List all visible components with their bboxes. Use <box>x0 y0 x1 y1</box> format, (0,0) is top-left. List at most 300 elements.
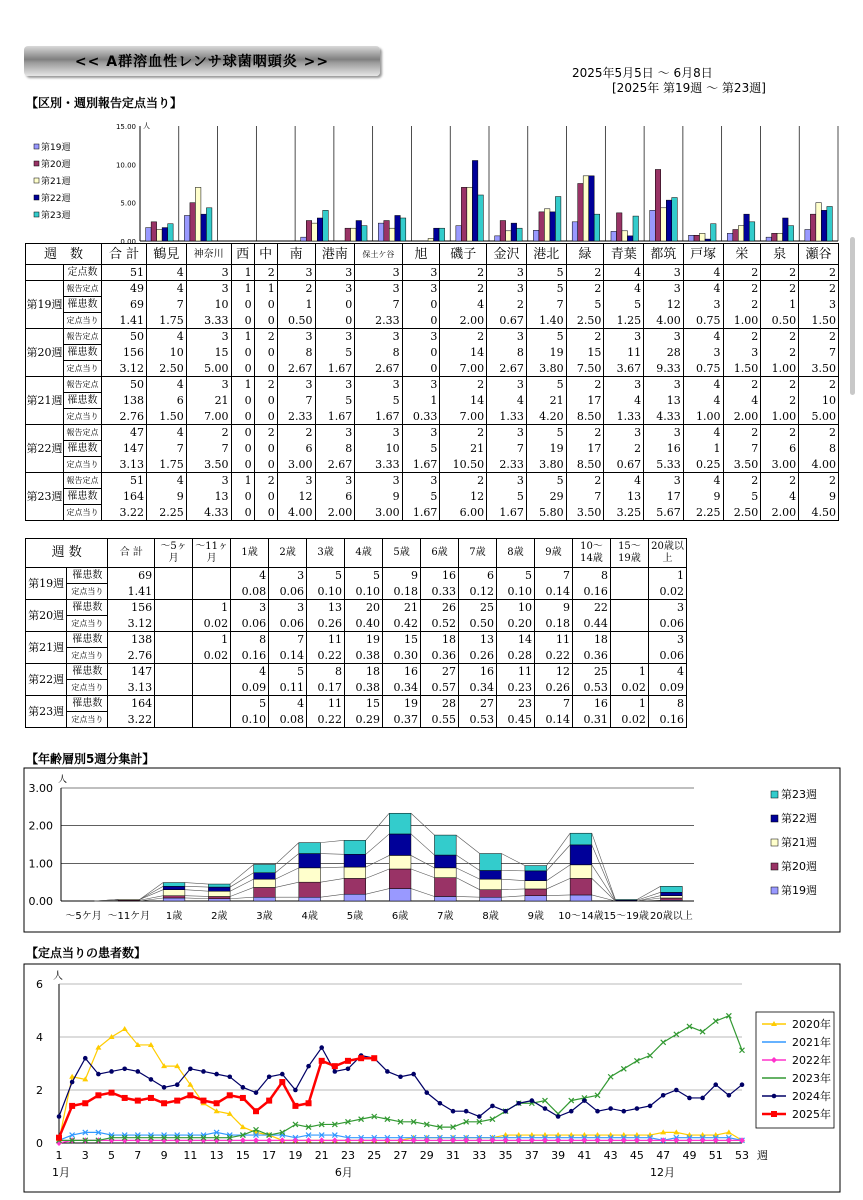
stack-connector <box>547 833 571 865</box>
table-cell: 10.50 <box>440 457 487 473</box>
table-cell: 10 <box>147 345 187 361</box>
table-cell: 0 <box>231 505 254 521</box>
table-cell: 9 <box>534 600 572 616</box>
bar <box>478 195 484 241</box>
x-tick-label: 53 <box>735 1149 749 1162</box>
row-label: 定点当り <box>64 313 102 329</box>
bar <box>594 214 600 241</box>
header-cell: 緑 <box>566 244 604 265</box>
stack-connector <box>321 894 345 897</box>
table-cell: 0.20 <box>496 616 534 632</box>
table-cell: 0.53 <box>572 680 610 696</box>
header-cell: 港南 <box>315 244 355 265</box>
x-tick-label: 13 <box>209 1149 224 1162</box>
table-cell: 3 <box>402 377 440 393</box>
table-cell: 0 <box>315 313 355 329</box>
table-cell: 2 <box>566 425 604 441</box>
table-cell: 11 <box>307 696 345 712</box>
section-district-title: 【区別・週別報告定点当り】 <box>26 96 183 110</box>
data-point <box>674 1032 679 1037</box>
table-cell: 50 <box>102 377 147 393</box>
legend-swatch <box>34 195 39 200</box>
table-cell: 11 <box>307 632 345 648</box>
y-tick-label: 4 <box>36 1031 43 1044</box>
bar <box>711 224 717 241</box>
table-cell: 3.22 <box>102 505 147 521</box>
table-cell: 4 <box>604 281 644 297</box>
table-cell: 47 <box>102 425 147 441</box>
data-point <box>530 1098 535 1103</box>
table-cell: 28 <box>421 696 459 712</box>
table-cell: 2 <box>723 473 761 489</box>
table-cell: 3 <box>315 425 355 441</box>
header-cell: 2歳 <box>269 539 307 568</box>
table-cell: 1.41 <box>102 313 147 329</box>
data-point <box>174 1098 180 1104</box>
legend-label: 2023年 <box>792 1072 831 1085</box>
stacked-bar-segment <box>208 884 230 887</box>
stacked-bar-segment <box>480 854 502 871</box>
table-cell: 5 <box>496 568 534 584</box>
table-cell: 69 <box>108 568 155 584</box>
bar <box>533 230 539 241</box>
stacked-bar-segment <box>163 886 185 889</box>
data-point <box>438 1101 443 1106</box>
stacked-bar-segment <box>299 897 321 901</box>
table-cell: 4 <box>147 377 187 393</box>
x-tick-label: 19 <box>288 1149 303 1162</box>
data-point <box>109 1090 115 1096</box>
table-cell: 1.50 <box>723 361 761 377</box>
table-cell: 5 <box>487 489 527 505</box>
chart-frame <box>24 768 840 932</box>
data-point <box>740 1048 745 1053</box>
stacked-bar-segment <box>434 868 456 878</box>
stack-connector <box>321 878 345 882</box>
data-point <box>608 1106 613 1111</box>
table-cell: 10 <box>186 297 231 313</box>
table-cell: 1.00 <box>723 313 761 329</box>
age-weekly-table <box>25 538 687 728</box>
table-cell: 19 <box>383 696 421 712</box>
table-cell <box>610 648 648 664</box>
x-tick-label: 15 <box>235 1149 250 1162</box>
stack-connector <box>456 896 480 897</box>
table-cell: 4 <box>604 473 644 489</box>
data-point <box>148 1095 154 1101</box>
x-tick-label: 7歳 <box>437 911 454 922</box>
week-label: 第20週 <box>26 329 64 377</box>
table-cell: 8 <box>487 345 527 361</box>
table-cell: 4 <box>683 281 723 297</box>
stack-connector <box>366 813 390 840</box>
table-cell: 1.50 <box>799 313 839 329</box>
table-cell <box>193 712 231 728</box>
row-label: 定点当り <box>64 409 102 425</box>
stacked-bar-segment <box>344 894 366 901</box>
bar <box>550 212 556 241</box>
y-tick-label: 0.00 <box>120 238 136 245</box>
data-point <box>175 1082 180 1087</box>
table-cell: 3 <box>186 265 231 281</box>
x-tick-label: 43 <box>603 1149 618 1162</box>
bar <box>384 221 390 241</box>
table-cell: 0.45 <box>496 712 534 728</box>
legend-label: 2022年 <box>792 1054 831 1067</box>
table-cell: 0.22 <box>307 712 345 728</box>
bar <box>555 197 561 241</box>
table-cell: 4 <box>761 489 799 505</box>
table-cell: 3.50 <box>799 361 839 377</box>
table-cell <box>193 680 231 696</box>
table-cell: 1.00 <box>761 409 799 425</box>
table-cell: 2 <box>254 329 277 345</box>
header-cell: 7歳 <box>459 539 497 568</box>
table-cell: 5 <box>526 425 566 441</box>
table-cell: 1.67 <box>487 505 527 521</box>
bar <box>544 209 550 241</box>
stacked-bar-segment <box>254 887 276 897</box>
legend-swatch <box>34 161 39 166</box>
row-label: 定点当り <box>67 680 108 696</box>
row-label: 定点当り <box>67 584 108 600</box>
stack-connector <box>366 834 390 854</box>
table-cell: 18 <box>421 632 459 648</box>
stacked-bar-segment <box>254 873 276 879</box>
data-point <box>727 1093 732 1098</box>
table-cell: 4 <box>147 281 187 297</box>
x-tick-label: 51 <box>708 1149 723 1162</box>
data-point <box>227 1092 233 1098</box>
table-cell: 9 <box>683 489 723 505</box>
table-cell: 9 <box>383 568 421 584</box>
header-cell: 15～19歳 <box>610 539 648 568</box>
x-tick-label: 39 <box>551 1149 566 1162</box>
row-label: 報告定点 <box>64 281 102 297</box>
x-tick-label: 17 <box>262 1149 277 1162</box>
table-cell: 50 <box>102 329 147 345</box>
month-label: 6月 <box>334 1166 353 1179</box>
bar <box>772 233 778 241</box>
table-cell: 2 <box>440 265 487 281</box>
table-cell: 4.00 <box>799 457 839 473</box>
bar <box>616 213 622 241</box>
table-cell: 9 <box>799 489 839 505</box>
bar <box>816 203 822 241</box>
legend-swatch <box>771 863 778 870</box>
table-cell: 2 <box>604 441 644 457</box>
table-cell: 22 <box>572 600 610 616</box>
bar <box>467 187 473 241</box>
x-tick-label: 1 <box>55 1149 63 1162</box>
table-cell <box>610 600 648 616</box>
header-cell: 合 計 <box>102 244 147 265</box>
table-cell: 3 <box>648 600 686 616</box>
table-cell: 2 <box>254 377 277 393</box>
table-cell: 0.40 <box>345 616 383 632</box>
header-cell: 神奈川 <box>186 244 231 265</box>
table-cell: 0.36 <box>421 648 459 664</box>
table-cell: 0.16 <box>572 584 610 600</box>
table-cell: 0.29 <box>345 712 383 728</box>
data-point <box>687 1096 692 1101</box>
table-cell: 1.00 <box>683 409 723 425</box>
row-label: 罹患数 <box>67 664 108 680</box>
legend-label: 2025年 <box>792 1108 831 1121</box>
table-cell: 0 <box>254 393 277 409</box>
bar <box>733 230 739 242</box>
table-cell: 3 <box>315 265 355 281</box>
bar <box>633 216 639 241</box>
stacked-bar-segment <box>254 879 276 887</box>
data-point <box>292 1103 298 1109</box>
header-cell: 磯子 <box>440 244 487 265</box>
week-label: 第21週 <box>26 377 64 425</box>
table-cell: 0.10 <box>231 712 269 728</box>
data-point <box>279 1079 285 1085</box>
data-point <box>187 1092 193 1098</box>
table-cell: 0 <box>254 441 277 457</box>
table-cell: 3.50 <box>566 505 604 521</box>
stack-connector <box>501 879 525 881</box>
table-cell: 3 <box>644 377 684 393</box>
x-tick-label: 20歳以上 <box>650 911 693 922</box>
data-point <box>109 1069 114 1074</box>
table-cell: 7 <box>355 297 402 313</box>
table-cell: 2 <box>799 329 839 345</box>
table-cell: 1.41 <box>108 584 155 600</box>
table-cell: 4 <box>269 696 307 712</box>
table-cell <box>193 696 231 712</box>
table-cell: 2 <box>761 473 799 489</box>
table-cell: 0.06 <box>648 648 686 664</box>
table-cell: 0.08 <box>269 712 307 728</box>
table-cell: 2.67 <box>315 457 355 473</box>
stacked-bar-segment <box>434 855 456 868</box>
data-point <box>122 1067 127 1072</box>
data-point <box>188 1067 193 1072</box>
week-label: 第22週 <box>26 425 64 473</box>
table-cell: 3 <box>402 473 440 489</box>
bar <box>810 214 816 241</box>
table-cell: 138 <box>102 393 147 409</box>
data-point <box>56 1135 62 1141</box>
bar <box>583 176 589 241</box>
row-label: 定点当り <box>67 648 108 664</box>
x-tick-label: 35 <box>498 1149 513 1162</box>
legend-swatch <box>34 144 39 149</box>
table-cell: 3 <box>604 425 644 441</box>
table-cell: 156 <box>102 345 147 361</box>
bar <box>661 208 667 241</box>
stack-connector <box>501 896 525 898</box>
table-cell: 8 <box>231 632 269 648</box>
table-cell: 2 <box>566 281 604 297</box>
table-cell: 21 <box>526 393 566 409</box>
table-cell: 0.50 <box>761 313 799 329</box>
data-point <box>543 1106 548 1111</box>
week-range: [2025年 第19週 ～ 第23週] <box>612 81 766 95</box>
data-point <box>214 1100 220 1106</box>
data-point <box>503 1109 508 1114</box>
stacked-bar-segment <box>434 896 456 901</box>
row-label: 報告定点 <box>64 377 102 393</box>
y-tick-label: 10.00 <box>115 161 136 170</box>
stack-connector <box>321 840 345 842</box>
table-cell: 4 <box>683 393 723 409</box>
table-cell: 4 <box>440 297 487 313</box>
legend-label: 2024年 <box>792 1090 831 1103</box>
data-point <box>726 1129 732 1134</box>
table-cell: 11 <box>496 664 534 680</box>
data-point <box>266 1098 272 1104</box>
table-cell: 3 <box>355 265 402 281</box>
table-cell: 2.67 <box>277 361 315 377</box>
table-cell: 3 <box>648 632 686 648</box>
table-cell: 3.13 <box>108 680 155 696</box>
yearly-line-chart <box>0 962 863 1194</box>
header-cell: 西 <box>231 244 254 265</box>
district-weekly-table <box>25 243 839 521</box>
data-point <box>477 1114 482 1119</box>
table-cell: 3 <box>186 473 231 489</box>
x-tick-label: 5 <box>108 1149 116 1162</box>
row-label: 定点当り <box>64 361 102 377</box>
table-cell: 0 <box>231 425 254 441</box>
table-cell: 25 <box>572 664 610 680</box>
table-cell: 51 <box>102 265 147 281</box>
table-cell: 1.67 <box>355 409 402 425</box>
table-cell: 0 <box>254 489 277 505</box>
header-cell: 栄 <box>723 244 761 265</box>
table-cell: 3.50 <box>186 457 231 473</box>
header-cell: 保土ケ谷 <box>355 244 402 265</box>
header-cell: 20歳以上 <box>648 539 686 568</box>
stack-connector <box>411 869 435 878</box>
table-cell: 3 <box>269 600 307 616</box>
table-cell: 2.00 <box>723 409 761 425</box>
table-cell: 2 <box>723 377 761 393</box>
table-cell: 12 <box>440 489 487 505</box>
table-cell: 0.42 <box>383 616 421 632</box>
header-cell: 金沢 <box>487 244 527 265</box>
table-cell: 23 <box>496 696 534 712</box>
table-cell: 0 <box>254 457 277 473</box>
table-cell: 3.13 <box>102 457 147 473</box>
table-cell: 3 <box>402 425 440 441</box>
table-cell: 138 <box>108 632 155 648</box>
table-cell: 0.09 <box>648 680 686 696</box>
month-label: 12月 <box>650 1166 676 1179</box>
table-cell: 9 <box>355 489 402 505</box>
legend-label: 第22週 <box>781 812 817 825</box>
table-cell: 3 <box>355 473 402 489</box>
table-cell: 3 <box>277 329 315 345</box>
table-cell: 2 <box>761 425 799 441</box>
table-cell: 6 <box>277 441 315 457</box>
stack-connector <box>185 883 209 885</box>
table-cell: 2 <box>761 329 799 345</box>
data-point <box>306 1100 312 1106</box>
table-cell: 4 <box>683 425 723 441</box>
stacked-bar-segment <box>661 886 683 892</box>
table-cell: 156 <box>108 600 155 616</box>
table-cell <box>610 632 648 648</box>
header-cell: 都筑 <box>644 244 684 265</box>
bar <box>827 207 833 242</box>
table-cell <box>155 616 193 632</box>
table-cell <box>155 584 193 600</box>
table-cell: 1 <box>231 377 254 393</box>
empty-cell <box>26 265 64 281</box>
table-cell: 0.75 <box>683 361 723 377</box>
data-point <box>726 1013 731 1018</box>
table-cell: 1 <box>610 664 648 680</box>
table-cell: 13 <box>644 393 684 409</box>
stacked-bar-segment <box>570 865 592 879</box>
table-cell: 5.00 <box>799 409 839 425</box>
table-cell: 3 <box>277 473 315 489</box>
table-cell: 5 <box>231 696 269 712</box>
table-cell: 1.67 <box>315 409 355 425</box>
table-cell: 7 <box>534 696 572 712</box>
bar <box>356 221 362 241</box>
legend-label: 第20週 <box>781 860 817 873</box>
table-cell: 4 <box>231 568 269 584</box>
table-cell: 4 <box>648 664 686 680</box>
header-cell: 6歳 <box>421 539 459 568</box>
table-cell: 0.18 <box>383 584 421 600</box>
table-cell: 0 <box>231 345 254 361</box>
bar <box>500 221 506 241</box>
table-cell: 0 <box>402 313 440 329</box>
x-tick-label: 47 <box>656 1149 671 1162</box>
stacked-bar-segment <box>299 843 321 854</box>
stacked-bar-segment <box>208 891 230 896</box>
series-line <box>59 1029 742 1140</box>
x-tick-label: 1歳 <box>165 911 183 922</box>
table-cell <box>193 664 231 680</box>
data-point <box>214 1072 219 1077</box>
y-tick-label: 0.00 <box>28 895 53 908</box>
bar <box>517 228 523 241</box>
stack-connector <box>366 855 390 867</box>
week-label: 第23週 <box>26 696 67 728</box>
table-cell: 0.10 <box>496 584 534 600</box>
bar <box>461 187 467 241</box>
stack-connector <box>456 878 480 890</box>
table-cell: 1.40 <box>526 313 566 329</box>
scrollbar-thumb[interactable] <box>850 237 855 395</box>
bar <box>655 169 661 241</box>
data-point <box>700 1029 705 1034</box>
table-cell: 147 <box>108 664 155 680</box>
data-point <box>674 1088 679 1093</box>
data-point <box>227 1074 232 1079</box>
stacked-bar-segment <box>480 897 502 901</box>
data-point <box>319 1058 325 1064</box>
legend-label: 第21週 <box>41 177 71 187</box>
table-cell: 16 <box>383 664 421 680</box>
table-cell: 2.25 <box>147 505 187 521</box>
table-cell: 5 <box>355 393 402 409</box>
table-cell: 0.67 <box>487 313 527 329</box>
table-cell: 18 <box>345 664 383 680</box>
data-point <box>253 1108 259 1114</box>
table-cell: 3 <box>487 329 527 345</box>
row-label: 罹患数 <box>67 632 108 648</box>
table-cell: 0 <box>402 345 440 361</box>
